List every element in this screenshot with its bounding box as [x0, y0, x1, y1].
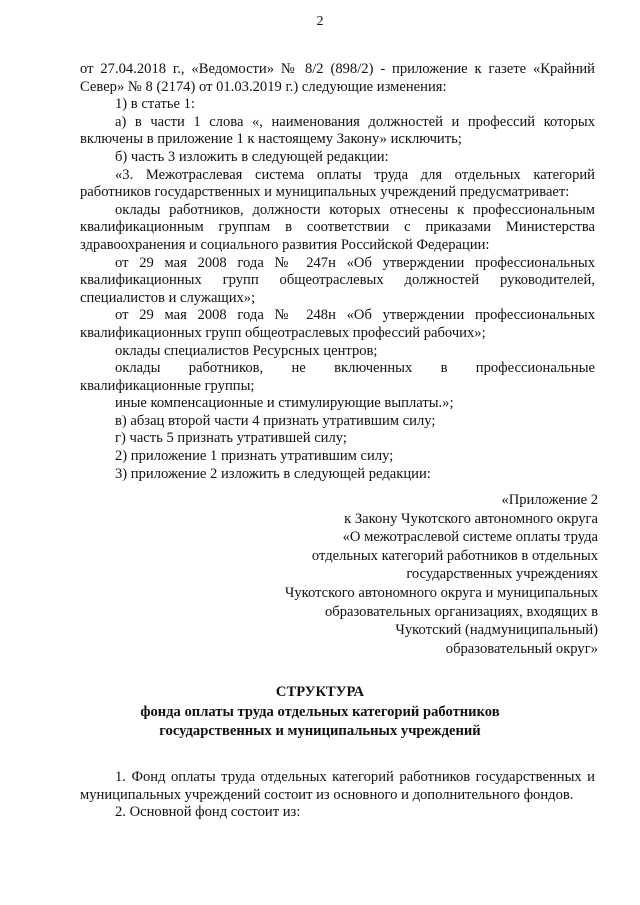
appendix-line: государственных учреждениях	[406, 566, 598, 583]
item-g-paragraph: г) часть 5 признать утратившей силу;	[115, 430, 347, 447]
appendix-line: Чукотский (надмуниципальный)	[395, 622, 598, 639]
intro-paragraph: от 27.04.2018 г., «Ведомости» № 8/2 (898/2) - приложение к газете «Крайний Север» № 8 (2174) от 01.03.2019 г.) следующие изменения:	[80, 61, 595, 95]
salaries-paragraph: оклады работников, должности которых отнесены к профессиональным квалификационным группам в соответствии с приказами Министерства здравоохранения и социального развития Российской Федерации:	[80, 201, 595, 253]
item-v-paragraph: в) абзац второй части 4 признать утратившим силу;	[115, 412, 436, 429]
amendments-text	[80, 61, 595, 483]
appendix-line: образовательный округ»	[445, 640, 598, 657]
annex-1-paragraph: 2) приложение 1 признать утратившим силу;	[115, 448, 394, 465]
appendix-line: образовательных организациях, входящих в	[325, 603, 598, 620]
appendix-line: Чукотского автономного округа и муниципальных	[284, 584, 598, 601]
annex-2-paragraph: 3) приложение 2 изложить в следующей редакции:	[115, 465, 431, 482]
section-subtitle-line-1: фонда оплаты труда отдельных категорий работников	[140, 704, 500, 720]
section-subtitle-line-2: государственных и муниципальных учреждений	[159, 723, 481, 739]
structure-text	[80, 769, 595, 822]
section-title: СТРУКТУРА	[275, 684, 365, 700]
appendix-caption	[258, 491, 598, 658]
appendix-line: «О межотраслевой системе оплаты труда	[342, 529, 598, 546]
other-payments-paragraph: иные компенсационные и стимулирующие выплаты.»;	[115, 395, 454, 412]
order-247n-paragraph: от 29 мая 2008 года № 247н «Об утверждении профессиональных квалификационных групп общеотраслевых должностей руководителей, специалистов и служащих»;	[80, 254, 595, 306]
article-1-paragraph: 1) в статье 1:	[115, 96, 195, 113]
item-b-paragraph: б) часть 3 изложить в следующей редакции:	[115, 148, 389, 165]
part-3-paragraph: «3. Межотраслевая система оплаты труда для отдельных категорий работников государственных и муниципальных учреждений предусматривает:	[80, 166, 595, 201]
non-included-paragraph: оклады работников, не включенных в профессиональные квалификационные группы;	[80, 360, 595, 394]
appendix-line: отдельных категорий работников в отдельных	[311, 547, 598, 564]
main-fund-paragraph: 2. Основной фонд состоит из:	[115, 804, 301, 821]
item-a-paragraph: а) в части 1 слова «, наименования должностей и профессий которых включены в приложение 1 к настоящему Закону» исключить;	[80, 113, 595, 148]
fund-paragraph: 1. Фонд оплаты труда отдельных категорий работников государственных и муниципальных учреждений состоит из основного и дополнительного фондов.	[80, 769, 595, 803]
appendix-line: к Закону Чукотского автономного округа	[344, 510, 598, 527]
order-248n-paragraph: от 29 мая 2008 года № 248н «Об утверждении профессиональных квалификационных групп общеотраслевых профессий рабочих»;	[80, 307, 595, 341]
page-number: 2	[316, 14, 324, 29]
resource-centers-paragraph: оклады специалистов Ресурсных центров;	[115, 342, 378, 359]
appendix-line: «Приложение 2	[501, 492, 598, 508]
